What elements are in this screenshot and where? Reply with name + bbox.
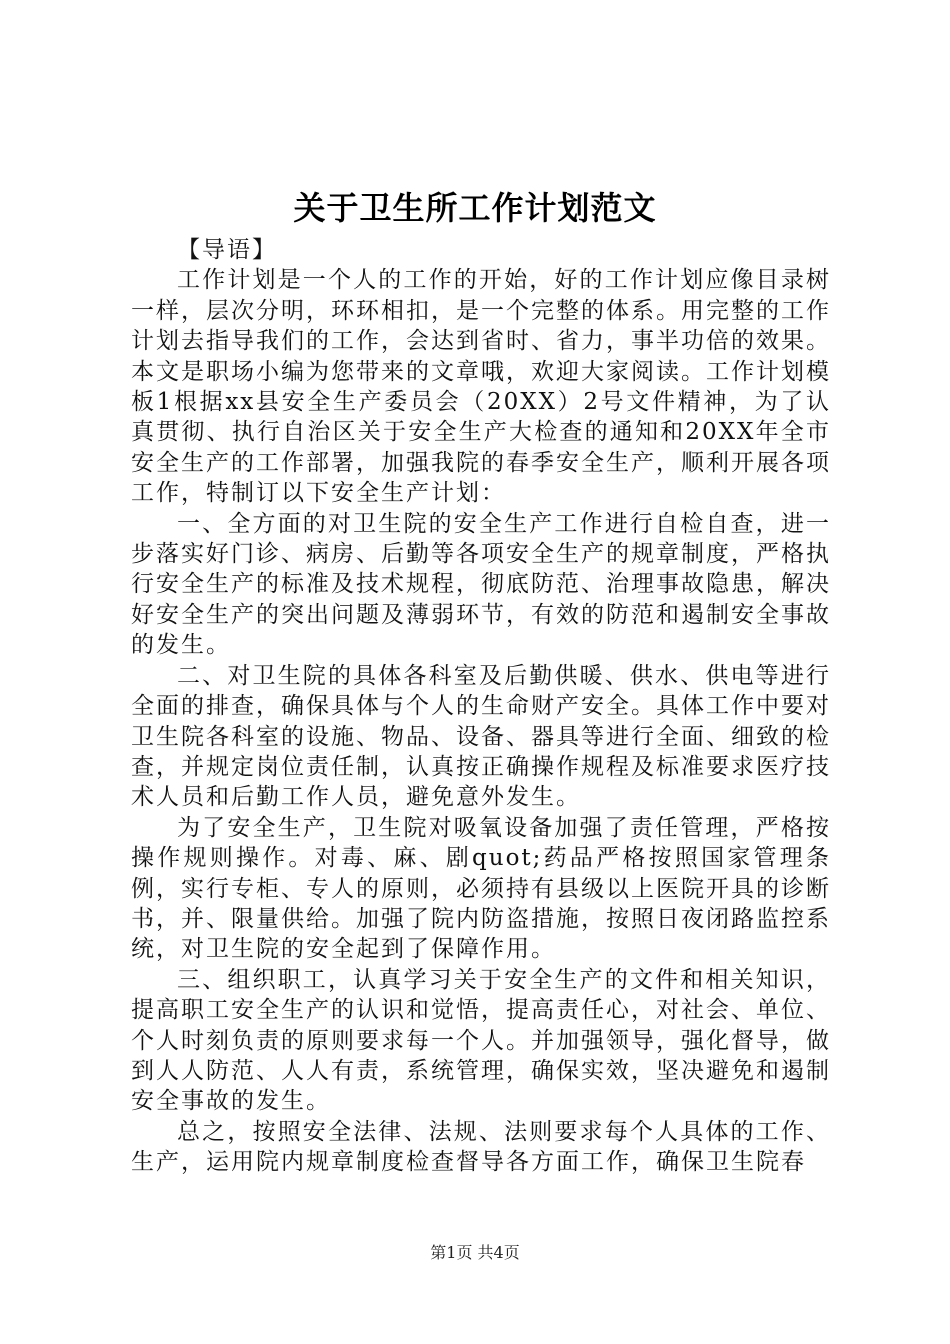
intro-heading: 【导语】 bbox=[177, 237, 277, 263]
paragraph-summary: 总之，按照安全法律、法规、法则要求每个人具体的工作、生产，运用院内规章制度检查督导各方面工作，确保卫生院春 bbox=[131, 1118, 831, 1176]
paragraph-section-one: 一、全方面的对卫生院的安全生产工作进行自检自查，进一步落实好门诊、病房、后勤等各项安全生产的规章制度，严格执行安全生产的标准及技术规程，彻底防范、治理事故隐患，解决好安全生产的突出问题及薄弱环节，有效的防范和遏制安全事故的发生。 bbox=[131, 510, 831, 659]
paragraph-intro: 工作计划是一个人的工作的开始，好的工作计划应像目录树一样，层次分明，环环相扣，是一个完整的体系。用完整的工作计划去指导我们的工作，会达到省时、省力，事半功倍的效果。本文是职场小编为您带来的文章哦，欢迎大家阅读。工作计划模板1根据xx县安全生产委员会（20XX）2号文件精神，为了认真贯彻、执行自治区关于安全生产大检查的通知和20XX年全市安全生产的工作部署，加强我院的春季安全生产，顺利开展各项工作，特制订以下安全生产计划： bbox=[131, 267, 831, 507]
paragraph-safety-measures: 为了安全生产，卫生院对吸氧设备加强了责任管理，严格按操作规则操作。对毒、麻、剧quot;药品严格按照国家管理条例，实行专柜、专人的原则，必须持有县级以上医院开具的诊断书，并、限量供给。加强了院内防盗措施，按照日夜闭路监控系统，对卫生院的安全起到了保障作用。 bbox=[131, 814, 831, 963]
page-number: 第1页 共4页 bbox=[430, 1243, 520, 1262]
document-body bbox=[131, 235, 831, 1178]
paragraph-section-two: 二、对卫生院的具体各科室及后勤供暖、供水、供电等进行全面的排查，确保具体与个人的生命财产安全。具体工作中要对卫生院各科室的设施、物品、设备、器具等进行全面、细致的检查，并规定岗位责任制，认真按正确操作规程及标准要求医疗技术人员和后勤工作人员，避免意外发生。 bbox=[131, 662, 831, 811]
paragraph-section-three: 三、组织职工，认真学习关于安全生产的文件和相关知识，提高职工安全生产的认识和觉悟，提高责任心，对社会、单位、个人时刻负责的原则要求每一个人。并加强领导，强化督导，做到人人防范、人人有责，系统管理，确保实效，坚决避免和遏制安全事故的发生。 bbox=[131, 966, 831, 1115]
document-title: 关于卫生所工作计划范文 bbox=[293, 189, 657, 227]
